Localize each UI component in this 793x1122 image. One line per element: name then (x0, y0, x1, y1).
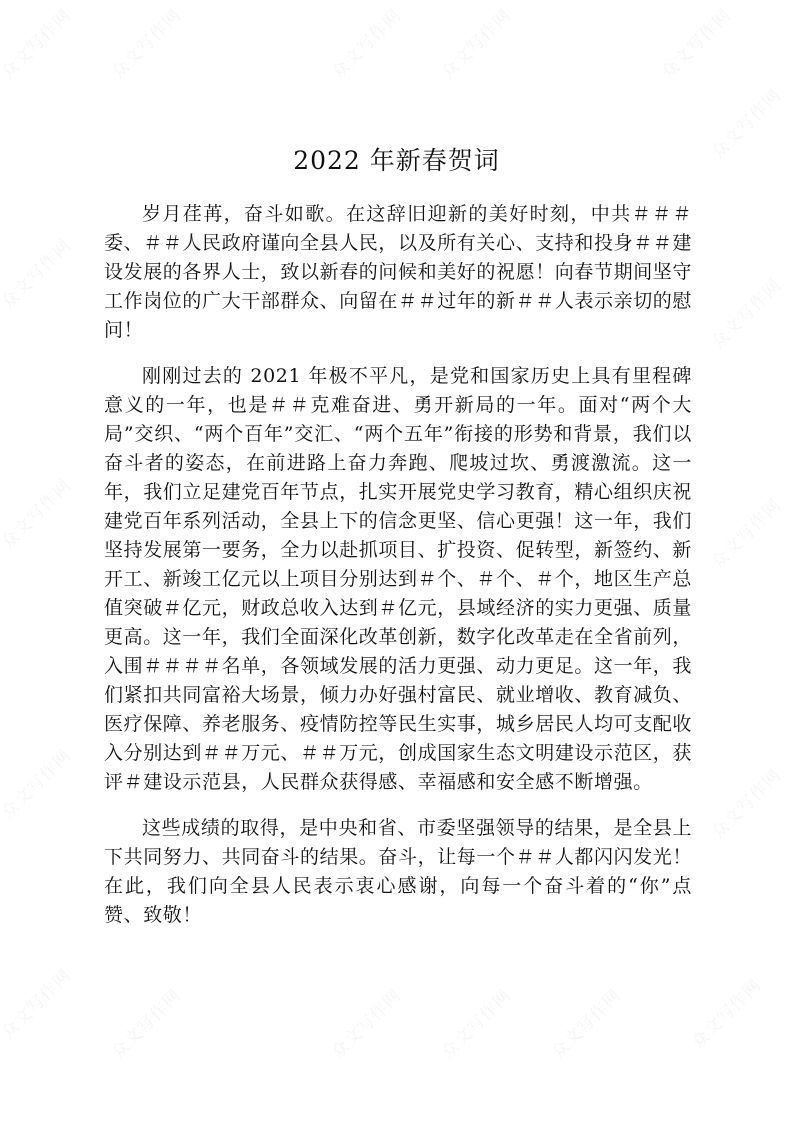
watermark (0, 472, 76, 553)
watermark (324, 982, 405, 1063)
watermark (104, 982, 185, 1063)
watermark (684, 972, 765, 1053)
paragraph-review: 刚刚过去的 2021 年极不平凡，是党和国家历史上具有里程碑意义的一年，也是＃＃克难奋进、勇开新局的一年。面对“两个大局”交织、“两个百年”交汇、“两个五年”衔接的形势和背景，我们以奋斗者的姿态，在前进路上奋力奔跑、爬坡过坎、勇渡激流。这一年，我们立足建党百年节点，扎实开展党史学习教育，精心组织庆祝建党百年系列活动，全县上下的信念更坚、信心更强！这一年，我们坚持发展第一要务，全力以赴抓项目、扩投资、促转型，新签约、新开工、新竣工亿元以上项目分别达到＃个、＃个、＃个，地区生产总值突破＃亿元，财政总收入达到＃亿元，县域经济的实力更强、质量更高。这一年，我们全面深化改革创新，数字化改革走在全省前列，入围＃＃＃＃名单，各领域发展的活力更强、动力更足。这一年，我们紧扣共同富裕大场景，倾力办好强村富民、就业增收、教育减负、医疗保障、养老服务、疫情防控等民生实事，城乡居民人均可支配收入分别达到＃＃万元、＃＃万元，创成国家生态文明建设示范区，获评＃建设示范县，人民群众获得感、幸福感和安全感不断增强。 (104, 365, 693, 793)
watermark (0, 232, 76, 313)
watermark (0, 962, 76, 1043)
watermark (654, 2, 735, 83)
watermark (704, 762, 785, 843)
watermark (104, 2, 185, 83)
paragraph-greeting: 岁月荏苒，奋斗如歌。在这辞旧迎新的美好时刻，中共＃＃＃委、＃＃人民政府谨向全县人民，以及所有关心、支持和投身＃＃建设发展的各界人士，致以新春的问候和美好的祝愿！向春节期间坚守工作岗位的广大干部群众、向留在＃＃过年的新＃＃人表示亲切的慰问！ (104, 203, 693, 341)
watermark (0, 742, 76, 823)
watermark (324, 2, 405, 83)
document-title: 2022 年新春贺词 (293, 146, 500, 175)
watermark (434, 982, 515, 1063)
watermark (434, 2, 515, 83)
watermark (704, 272, 785, 353)
watermark (704, 492, 785, 573)
paragraph-thanks: 这些成绩的取得，是中央和省、市委坚强领导的结果，是全县上下共同努力、共同奋斗的结果。奋斗，让每一个＃＃人都闪闪发光！在此，我们向全县人民表示衷心感谢，向每一个奋斗着的“你”点赞、致敬！ (104, 817, 693, 926)
document-body (104, 200, 692, 947)
watermark (0, 2, 76, 83)
watermark (544, 982, 625, 1063)
